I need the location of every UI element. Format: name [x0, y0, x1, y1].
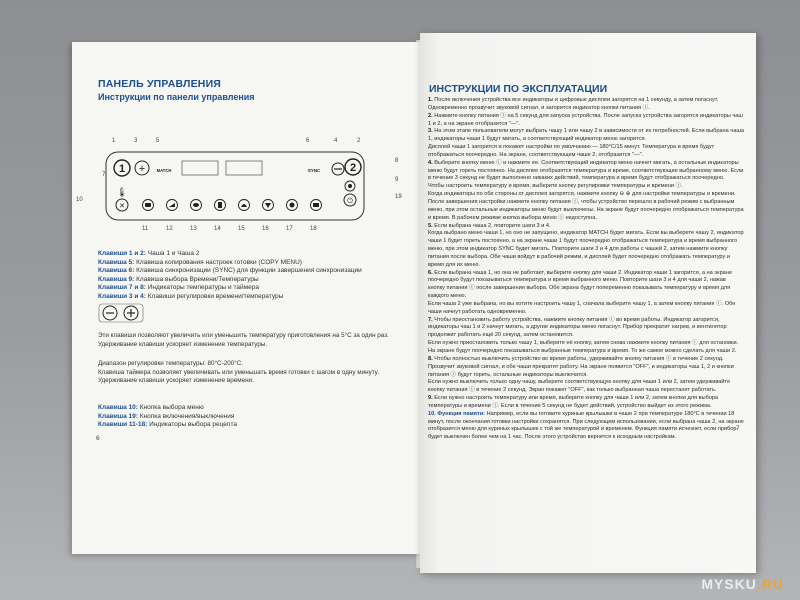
page-number-right: 7 [736, 425, 740, 432]
key-list: Клавиши 1 и 2: Чаша 1 и Чаша 2 Клавиша 5: Клавиша копирования настроек готовки (COPY MENU) Клавиша 6: Клавиша синхронизации (SYNC) для функции завершения синхронизации Клавиша 9: Клавиша выбора Времени/Температуры Клавиши 7 и 8: Индикаторы температуры и таймера Клавиши 3 и 4: Клавиши регулировки времени/температуры [98, 250, 362, 300]
paragraph-temperature-step: Эти клавиши позволяют увеличить или уменьшить температуру приготовления на 5°C за один раз. Удерживание клавиши ускоряет изменение температуры. [98, 332, 389, 348]
paragraph-temperature-range: Диапазон регулировки температуры: 80°C-200°C. Клавиша таймера позволяет увеличивать или уменьшать время готовки с шагом в одну минуту. Удерживание клавиши ускоряет изменение времени. [98, 360, 379, 385]
svg-text:1: 1 [118, 163, 126, 175]
panel-number: 19 [395, 194, 402, 200]
page-number-left: 6 [96, 435, 100, 442]
panel-number: 2 [357, 138, 361, 144]
instruction-paragraph: 2. Нажмите кнопку питания ⓘ на 5 секунд для запуска устройства. После запуска устройства загорятся индикаторы чаш 1 и 2, а на экране отобразится "—". [428, 112, 743, 127]
instruction-paragraph: 1. После включения устройства все индикаторы и цифровые дисплеи загорятся на 1 секунду, а затем погаснут. Одновременно прозвучит звуковой сигнал, и загорится индикатор кнопки питания ⓘ. [428, 97, 719, 111]
instructions-text [428, 97, 744, 442]
instruction-paragraph: Когда индикаторы по обе стороны от дисплея загорятся, нажмите кнопку ⊖ ⊕ для настройки температуры и времени. После завершения настройки нажмите кнопку питания ⓘ, чтобы устройство перешло в рабочий режим с выбранным меню, при этом остальные индикаторы меню будут выключены. На экране будут поочередно отображаться температура и время. В рабочем режиме кнопка выбора меню ⓘ недоступна. [428, 191, 744, 221]
right-page [420, 33, 756, 573]
right-page-title: ИНСТРУКЦИИ ПО ЭКСПЛУАТАЦИИ [429, 83, 608, 95]
instruction-paragraph: Если чаша 2 уже выбрана, но вы хотите настроить чашу 1, сначала выберите чашу 1, а затем кнопку питания ⓘ. Обе чаши начнут работать одновременно. [428, 300, 736, 315]
instruction-paragraph: Дисплей чаши 1 загорится и покажет настройки по умолчанию — 180°C/15 минут. Температура и время будут отображаться поочередно. На экране, соответствующем чаше 2, отобразится "—". [428, 144, 715, 158]
instruction-paragraph: 10. Функция памяти: Например, если вы готовите куриные крылышки в чаше 2 при температуре 180°C в течении 18 минут, после окончания готовки настройки сохранятся. При следующем использовании, если выбрана чаша 2, на экране отобразится меню для куриных крылышек с той же температурой и временем. Функция памяти исчезнет, если прибор будет выключен более чем на 1 час. После этого устройство вернется к исходным настройкам. [428, 410, 744, 441]
panel-number: 1 [112, 138, 116, 144]
svg-text:SYNC: SYNC [307, 168, 321, 173]
instruction-paragraph: 6. Если выбрана чаша 1, но она не работает, выберите кнопку для чаши 2. Индикатор чаши 1 загорится, а на экране поочередно будут показываться температура и время выбранного меню. Повторите шаги 3 и 4 для чаши 2, нажав кнопку питания ⓘ после завершения выбора. Обе экрана будут попеременно показывать температуру и время для каждого меню. [428, 269, 732, 300]
panel-number: 3 [134, 138, 138, 144]
instruction-paragraph: 3. На этом этапе пользователи могут выбрать чашу 1 или чашу 2 в зависимости от их потребностей. Если выбрана чаша 1, индикаторы чаши 1 будут мигать, а соответствующий индикатор меню загорится. [428, 128, 744, 143]
panel-number: 15 [238, 226, 245, 232]
panel-number: 8 [395, 158, 399, 164]
instruction-paragraph: 4. Выберите кнопку меню ⓘ и нажмите ее. Соответствующий индикатор меню начнет мигать, а остальные индикаторы меню будут гореть постоянно. На дисплее отобразятся температура и время, соответствующие выбранному меню. Если в течение 3 секунд не будет выполнено никаких действий, температура и время будут отображаться поочередно. [428, 159, 744, 182]
left-page-subtitle: Инструкции по панели управления [98, 92, 255, 102]
svg-text:+: + [138, 163, 146, 175]
panel-number: 10 [76, 197, 83, 203]
left-page [72, 42, 420, 554]
panel-number: 11 [142, 226, 149, 232]
svg-text:⏻: ⏻ [347, 197, 353, 205]
instruction-paragraph: 9. Если нужно настроить температуру или время, выберите кнопку для чаши 1 или 2, затем кнопки для выбора температуры и времени ⓘ. Если в течение 5 секунд не будет действий, устройство выйдет из этого режима. [428, 395, 719, 409]
control-panel-diagram [98, 150, 368, 224]
panel-number: 7 [102, 172, 106, 178]
svg-text:MATCH: MATCH [156, 168, 172, 173]
panel-number: 6 [306, 138, 310, 144]
panel-number: 4 [334, 138, 338, 144]
instruction-paragraph: Когда выбрано меню чаши 1, но оно не запущено, индикатор MATCH будет мигать. Если вы выберете чашу 2, индикатор чаши 1 будет гореть постоянно, а на экране чаши 1 будут поочередно отображаться температура и время выбранного меню, при этом индикатор SYNC будет мигать. Повторите шаги 3 и 4 для работы с чашей 2, затем нажмите кнопку питания после выбора. Обе чаши войдут в рабочий режим, и дисплей будет поочередно отображать температуру и время для их меню. [428, 230, 744, 268]
panel-number: 9 [395, 177, 399, 183]
instruction-paragraph: 8. Чтобы полностью выключить устройство во время работы, удерживайте кнопку питания ⓘ в течение 2 секунд. Прозвучит звуковой сигнал, и обе чаши прекратят работу. На экране появится "OFF", и индикаторы чаш 1, 2 и кнопки питания ⓘ будут гореть, остальные индикаторы выключатся. [428, 355, 734, 378]
svg-text:🌡: 🌡 [116, 188, 128, 198]
site-watermark: MYSKU.RU [701, 576, 784, 592]
left-page-title: ПАНЕЛЬ УПРАВЛЕНИЯ [98, 78, 222, 90]
svg-text:2: 2 [349, 162, 357, 174]
instruction-paragraph: Если нужно выключить только одну чашу, выберите соответствующую кнопку для чаши 1 или 2, затем удерживайте кнопку питания ⓘ в течение 2 секунд. Экран покажет "OFF", как только выбранная чаша перестанет работать. [428, 379, 731, 394]
panel-number: 14 [214, 226, 221, 232]
instruction-paragraph: Если нужно приостановить только чашу 1, выберите её кнопку, затем снова нажмите кнопку питания ⓘ для остановки. На экране будут поочередно показываться выбранные температура и время. То же самое можно сделать для чаши 2. [428, 340, 739, 354]
svg-text:✕: ✕ [119, 202, 125, 210]
instruction-paragraph: 7. Чтобы приостановить работу устройства, нажмите кнопку питания ⓘ во время работы. Индикатор загорится, индикаторы чаш 1 и 2 начнут мигать, а другие индикаторы меню погаснут. Прибор прекратит нагрев, и вентилятор продолжит работать ещё 20 секунд, затем остановится. [428, 316, 727, 339]
instruction-paragraph: 5. Если выбрана чаша 2, повторите шаги 3 и 4. [428, 222, 551, 229]
panel-number: 5 [156, 138, 160, 144]
panel-number: 18 [310, 226, 317, 232]
instruction-paragraph: Чтобы настроить температуру и время, выберите кнопку регулировки температуры и времени ⓘ. [428, 183, 683, 190]
panel-number: 16 [262, 226, 269, 232]
panel-number: 12 [166, 226, 173, 232]
panel-number: 13 [190, 226, 197, 232]
plus-minus-icons [98, 303, 144, 323]
panel-number: 17 [286, 226, 293, 232]
key-list-2: Клавиша 10: Кнопка выбора меню Клавиша 19: Кнопка включения/выключения Клавиши 11-18: Индикаторы выбора рецепта [98, 404, 237, 428]
